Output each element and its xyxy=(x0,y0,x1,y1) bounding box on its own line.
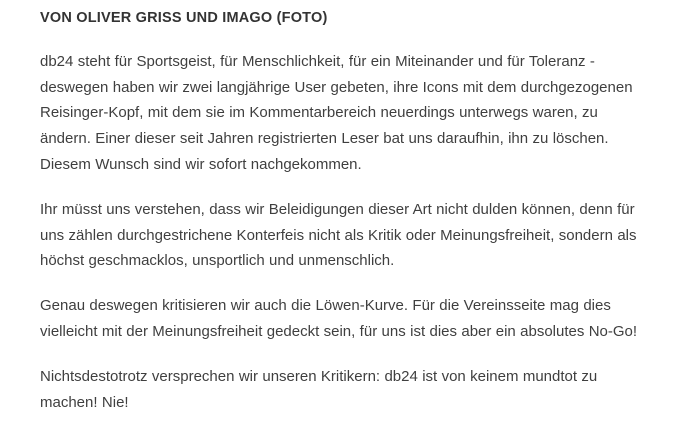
article-paragraph: Genau deswegen kritisieren wir auch die Löwen-Kurve. Für die Vereinsseite mag dies vielleicht mit der Meinungsfreiheit gedeckt sein, für uns ist dies aber ein absolutes No-Go! xyxy=(40,297,638,340)
article-body xyxy=(0,8,690,415)
article-paragraph: Nichtsdestotrotz versprechen wir unseren Kritikern: db24 ist von keinem mundtot zu machen! Nie! xyxy=(40,367,598,411)
article-paragraph: Ihr müsst uns verstehen, dass wir Beleidigungen dieser Art nicht dulden können, denn für uns zählen durchgestrichene Konterfeis nicht als Kritik oder Meinungsfreiheit, sondern als höchst geschmacklos, unsportlich und unmenschlich. xyxy=(40,200,637,270)
article-byline: VON OLIVER GRISS UND IMAGO (FOTO) xyxy=(40,10,328,26)
article-paragraph: db24 steht für Sportsgeist, für Menschlichkeit, für ein Miteinander und für Toleranz - deswegen haben wir zwei langjährige User gebeten, ihre Icons mit dem durchgezogenen Reisinger-Kopf, mit dem sie im Kommentarbereich neuerdings unterwegs waren, zu ändern. Einer dieser seit Jahren registrierten Leser bat uns daraufhin, ihn zu löschen. Diesem Wunsch sind wir sofort nachgekommen. xyxy=(40,52,633,173)
